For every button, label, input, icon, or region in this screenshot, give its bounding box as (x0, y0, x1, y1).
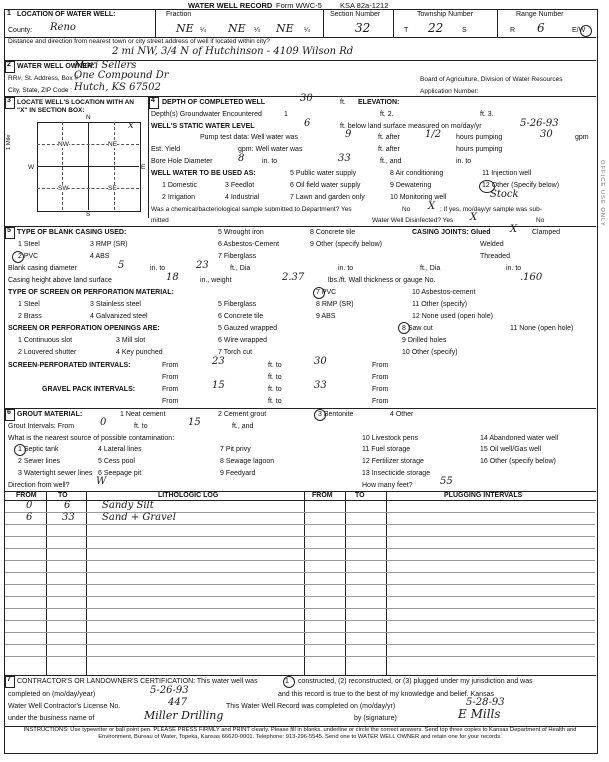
open-wire[interactable]: 6 Wire wrapped (218, 337, 268, 344)
casing-steel[interactable]: 1 Steel (18, 241, 40, 248)
diam-to: in. to (150, 265, 166, 272)
open-other[interactable]: 10 Other (specify) (402, 349, 458, 356)
joints-threaded[interactable]: Threaded (480, 253, 510, 260)
casing-height-value[interactable]: 18 (166, 272, 179, 283)
contam-privy[interactable]: 7 Pit privy (220, 446, 251, 453)
contam-cesspool[interactable]: 5 Cess pool (98, 458, 135, 465)
contam-septic-circle (14, 444, 26, 456)
west-label: W (28, 164, 35, 171)
gp-ftto-2: ft. to (268, 398, 282, 405)
grout-to-value[interactable]: 15 (188, 417, 201, 428)
gpm-unit: gpm (575, 134, 589, 141)
north-label: N (86, 114, 91, 121)
casing-other[interactable]: 9 Other (specify below) (310, 241, 382, 248)
open-louvered[interactable]: 2 Louvered shutter (18, 349, 77, 356)
township-value[interactable]: 22 (428, 21, 444, 35)
range-label: Range Number (516, 11, 564, 18)
casing-diam-ft[interactable]: 23 (196, 260, 209, 271)
spi-ftto: ft. to (268, 362, 282, 369)
grout-intervals-label: Grout Intervals: From (8, 423, 75, 430)
log-row-1-desc[interactable]: Sandy Silt (102, 500, 154, 511)
sw-label: SW (58, 185, 69, 192)
gw-3: ft. 3. (480, 111, 494, 118)
use-other-value[interactable]: Stock (490, 189, 519, 200)
openings-label: SCREEN OR PERFORATION OPENINGS ARE: (8, 325, 160, 332)
instructions-text: INSTRUCTIONS: Use typewriter or ball point pen. PLEASE PRESS FIRMLY and PRINT clearly. Please fill in blanks, underline or circle the correct answers. Send top three copies to Kansas Department of Health and Environment, Bureau of Water, Topeka, Kansas 66620-0001. Telephone: 913-296-5545. Send one to WATER WELL OWNER and retain one for your records. (23, 727, 577, 740)
quarter-mark: ¼ (304, 27, 310, 34)
chem-rest: ; If yes, mo/day/yr sample was sub- (440, 206, 542, 213)
section-5-number: 5 (7, 227, 11, 234)
gp-from-label-2: From (372, 386, 389, 393)
static-level-label: WELL'S STATIC WATER LEVEL (151, 123, 255, 130)
screen-concrete[interactable]: 6 Concrete tile (218, 313, 264, 320)
joints-label: CASING JOINTS: Glued (412, 229, 491, 236)
section-number-label: Section Number (330, 11, 381, 18)
casing-pvc-circle (12, 251, 24, 263)
screen-brass[interactable]: 2 Brass (18, 313, 42, 320)
office-use-sidebar: OFFICE USE ONLY (599, 160, 605, 227)
fraction-q2[interactable]: NE (228, 22, 246, 35)
joints-clamped[interactable]: Clamped (532, 229, 561, 236)
screen-pvc-circle (313, 287, 325, 299)
gp-to-value[interactable]: 33 (314, 380, 327, 391)
disinfected-label: Water Well Disinfected? Yes (372, 217, 454, 224)
use-feedlot[interactable]: 3 Feedlot (225, 182, 255, 189)
screen-intervals-label: SCREEN-PERFORATED INTERVALS: (8, 362, 131, 369)
license-label: Water Well Contractor's License No. (8, 703, 121, 710)
chem-no-mark[interactable]: X (428, 201, 436, 212)
screen-pvc[interactable]: 7 PVC (316, 289, 337, 296)
contam-septic[interactable]: 1 Septic tank (18, 446, 59, 453)
gp-from-label-3: From (162, 398, 179, 405)
disinfected-mark[interactable]: X (470, 212, 478, 223)
cert-line-1b: constructed, (2) reconstructed, or (3) plugged under my jurisdiction and was (298, 678, 533, 685)
open-none[interactable]: 11 None (open hole) (510, 325, 574, 332)
section-2-number: 2 (7, 61, 11, 68)
log-row-1-to[interactable]: 6 (64, 500, 71, 511)
screen-steel[interactable]: 1 Steel (18, 301, 40, 308)
owner-name[interactable]: Mori Sellers (74, 60, 137, 71)
form-frame (4, 9, 598, 754)
static-level-value[interactable]: 6 (304, 118, 311, 129)
west-circle-mark (580, 25, 592, 37)
completed-value[interactable]: 5-26-93 (150, 685, 189, 696)
casing-type-label: TYPE OF BLANK CASING USED: (17, 229, 127, 236)
signature-value[interactable]: E Mills (458, 707, 501, 721)
contam-sewer[interactable]: 2 Sewer lines (18, 458, 61, 465)
open-continuous[interactable]: 1 Continuous slot (18, 337, 73, 344)
form-number: Form WWC-5 (276, 1, 322, 10)
casing-asbestos[interactable]: 6 Asbestos-Cement (218, 241, 280, 248)
use-irrigation[interactable]: 2 Irrigation (162, 194, 196, 201)
section-7-number: 7 (7, 676, 11, 683)
grout-from-value[interactable]: 0 (100, 417, 107, 428)
joints-glued-mark[interactable]: X (510, 224, 518, 235)
plug-to-header: TO (355, 492, 365, 499)
screen-rmp[interactable]: 8 RMP (SR) (316, 301, 354, 308)
bore-label: Bore Hole Diameter (151, 158, 213, 165)
casing-diameter-label: Blank casing diameter (8, 265, 77, 272)
contam-feedyard[interactable]: 9 Feedyard (220, 470, 256, 477)
south-label: S (86, 211, 91, 218)
litho-header: LITHOLOGIC LOG (158, 492, 219, 499)
est-yield-desc: gpm: Well water was (238, 146, 303, 153)
contam-abandoned[interactable]: 14 Abandoned water well (480, 435, 559, 442)
screen-abs[interactable]: 9 ABS (316, 313, 336, 320)
gravel-pack-label: GRAVEL PACK INTERVALS: (42, 386, 136, 393)
weight-desc: lbs./ft. Wall thickness or gauge No. (328, 277, 436, 284)
gpm-value[interactable]: 30 (540, 129, 553, 140)
grout-label: GROUT MATERIAL: (17, 411, 83, 418)
gp-ftto: ft. to (268, 386, 282, 393)
ft-and: ft., and (380, 158, 402, 165)
range-r: R (510, 27, 516, 34)
business-value[interactable]: Miller Drilling (144, 709, 224, 722)
spi-from-value[interactable]: 23 (212, 356, 225, 367)
open-mill[interactable]: 3 Mill slot (116, 337, 146, 344)
est-yield-label: Est. Yield (151, 146, 181, 153)
fraction-q3[interactable]: NE (276, 22, 294, 35)
section-box[interactable] (37, 122, 141, 212)
diam-to-3: in. to (506, 265, 522, 272)
screen-asbestos[interactable]: 10 Asbestos-cement (412, 289, 476, 296)
open-key[interactable]: 4 Key punched (116, 349, 163, 356)
cert-line-1a: CONTRACTOR'S OR LANDOWNER'S CERTIFICATION: This water well was (17, 678, 258, 685)
gi-ftfrom: ft., and (232, 423, 254, 430)
use-air[interactable]: 8 Air conditioning (390, 170, 444, 177)
gp-from-label-4: From (372, 398, 389, 405)
application-label: Application Number: (420, 88, 479, 95)
use-lawn[interactable]: 7 Lawn and garden only (290, 194, 365, 201)
use-oilfield[interactable]: 6 Oil field water supply (290, 182, 361, 189)
completed-rest: and this record is true to the best of my knowledge and belief. Kansas (278, 691, 494, 698)
spi-to-value[interactable]: 30 (314, 356, 327, 367)
contam-other[interactable]: 16 Other (specify below) (480, 458, 556, 465)
grout-bentonite[interactable]: 3 Bentonite (318, 411, 354, 418)
city-label: City, State, ZIP Code : (8, 87, 73, 94)
spi-ftto-2: ft. to (268, 374, 282, 381)
signature-label: by (signature) (354, 715, 397, 722)
gw-2: ft. 2. (380, 111, 394, 118)
owner-label: WATER WELL OWNER: (17, 63, 95, 70)
mitted: mitted (151, 217, 169, 224)
est-hours: hours pumping (456, 146, 503, 153)
plugging-header: PLUGGING INTERVALS (444, 492, 523, 499)
location-label: LOCATION OF WATER WELL: (17, 11, 116, 18)
owner-address[interactable]: One Compound Dr (74, 70, 169, 81)
use-domestic[interactable]: 1 Domestic (162, 182, 198, 189)
spi-from-label-2: From (372, 362, 389, 369)
county-label: County: (8, 27, 33, 34)
open-drilled[interactable]: 9 Drilled holes (402, 337, 447, 344)
statute: KSA 82a-1212 (340, 1, 389, 10)
gp-from-value[interactable]: 15 (212, 380, 225, 391)
owner-city[interactable]: Hutch, KS 67502 (74, 82, 161, 93)
mile-label: 1 Mile (6, 134, 12, 150)
contam-fertilizer[interactable]: 12 Fertilizer storage (362, 458, 424, 465)
casing-abs[interactable]: 4 ABS (90, 253, 110, 260)
open-sawcut-circle (398, 322, 410, 334)
elevation-label: ELEVATION: (358, 99, 400, 106)
distance-label: Distance and direction from nearest town or city street address of well if located within city? (8, 38, 270, 45)
fraction-label: Fraction (166, 11, 192, 18)
pump-value[interactable]: 9 (345, 129, 352, 140)
business-label: under the business name of (8, 715, 95, 722)
east-label: E (141, 164, 146, 171)
log-row-2-from[interactable]: 6 (26, 512, 33, 523)
se-label: SE (108, 185, 117, 192)
ft-dia: ft., Dia (230, 265, 251, 272)
contam-livestock[interactable]: 10 Livestock pens (362, 435, 419, 442)
log-from-header: FROM (16, 492, 37, 499)
casing-diameter-value[interactable]: 5 (118, 260, 125, 271)
pump-test-label: Pump test data: Well water was (200, 134, 298, 141)
form-title: WATER WELL RECORD (188, 1, 273, 10)
open-torch[interactable]: 7 Torch cut (218, 349, 253, 356)
well-location-mark[interactable]: x (128, 120, 134, 131)
after-label: ft. after (378, 134, 400, 141)
spi-from-label-4: From (372, 374, 389, 381)
in-to-2: in. to (456, 158, 472, 165)
contam-insecticide[interactable]: 13 Insecticide storage (362, 470, 431, 477)
screen-fiberglass[interactable]: 5 Fiberglass (218, 301, 257, 308)
casing-weight-value[interactable]: 2.37 (282, 272, 305, 283)
grout-neat[interactable]: 1 Neat cement (120, 411, 166, 418)
county-value[interactable]: Reno (50, 22, 76, 33)
completed-label: completed on (mo/day/year) (8, 691, 96, 698)
screen-stainless[interactable]: 3 Stainless steel (90, 301, 141, 308)
screen-none[interactable]: 12 None used (open hole) (412, 313, 493, 320)
use-industrial[interactable]: 4 Industrial (225, 194, 260, 201)
grout-cement[interactable]: 2 Cement grout (218, 411, 267, 418)
quarter-mark: ¼ (254, 27, 260, 34)
plug-from-header: FROM (312, 492, 333, 499)
depth-label: DEPTH OF COMPLETED WELL (162, 99, 266, 106)
board-label: Board of Agriculture, Division of Water Resources (420, 76, 563, 83)
contam-seepage[interactable]: 6 Seepage pit (98, 470, 142, 477)
section-4-number: 4 (151, 97, 155, 104)
use-injection[interactable]: 11 Injection well (482, 170, 532, 177)
hours-label: hours pumping (456, 134, 503, 141)
gauge-value[interactable]: .160 (520, 272, 543, 283)
diam-to-2: in. to (338, 265, 354, 272)
contam-fuel[interactable]: 11 Fuel storage (362, 446, 411, 453)
log-row-1-from[interactable]: 0 (26, 500, 33, 511)
height-in: in., weight (200, 277, 232, 284)
screen-other[interactable]: 11 Other (specify) (412, 301, 468, 308)
nw-label: NW (58, 141, 69, 148)
after-value[interactable]: 1/2 (425, 129, 442, 140)
contam-watertight[interactable]: 3 Watertight sewer lines (18, 470, 93, 477)
use-other[interactable]: 12 Other (Specify below) (482, 182, 560, 189)
spi-from-label: From (162, 362, 179, 369)
log-row-2-desc[interactable]: Sand + Gravel (102, 512, 176, 523)
locate-label: LOCATE WELL'S LOCATION WITH AN "X" IN SECTION BOX: (17, 99, 134, 114)
casing-height-label: Casing height above land surface (8, 277, 112, 284)
use-label: WELL WATER TO BE USED AS: (151, 170, 256, 177)
range-ew: E/W (572, 27, 586, 34)
gi-ftto: ft. to (134, 423, 148, 430)
use-public[interactable]: 5 Public water supply (290, 170, 357, 177)
est-after: ft. after (378, 146, 400, 153)
section-number-value[interactable]: 32 (355, 21, 371, 35)
feet-label: How many feet? (362, 482, 413, 489)
casing-pvc[interactable]: 2 PVC (18, 253, 39, 260)
log-row-2-to[interactable]: 33 (62, 512, 75, 523)
contam-oilgas[interactable]: 15 Oil well/Gas well (480, 446, 542, 453)
ne-label: NE (108, 141, 118, 148)
contamination-label: What is the nearest source of possible contamination: (8, 435, 175, 442)
casing-rmp[interactable]: 3 RMP (SR) (90, 241, 128, 248)
in-to: in. to (262, 158, 278, 165)
direction-label: Direction from well? (8, 482, 70, 489)
screen-type-label: TYPE OF SCREEN OR PERFORATION MATERIAL: (8, 289, 174, 296)
static-level-date[interactable]: 5-26-93 (520, 118, 559, 129)
depth-value[interactable]: 30 (300, 93, 313, 104)
ft-unit: ft. (340, 99, 346, 106)
chem-label: Was a chemical/bacteriological sample submitted to Department? Yes (151, 206, 352, 213)
section-1-number: 1 (7, 10, 11, 17)
section-6-number: 6 (7, 409, 11, 416)
section-3-number: 3 (7, 97, 11, 104)
record-label: This Water Well Record was completed on (mo/day/yr) (226, 703, 396, 710)
casing-concrete[interactable]: 8 Concrete tile (310, 229, 356, 236)
gw-1: 1 (284, 111, 288, 118)
disinfected-no: No (536, 217, 545, 224)
screen-galvanized[interactable]: 4 Galvanized steel (90, 313, 148, 320)
record-date[interactable]: 5-28-93 (466, 697, 505, 708)
cert-option-1: 1 (285, 678, 289, 685)
grout-other[interactable]: 4 Other (390, 411, 414, 418)
use-monitoring[interactable]: 10 Monitoring well (390, 194, 447, 201)
bore-in-value[interactable]: 8 (238, 153, 245, 164)
license-value[interactable]: 447 (168, 697, 188, 708)
feet-value[interactable]: 55 (440, 476, 453, 487)
static-level-desc: ft. below land surface measured on mo/day/yr (340, 123, 482, 130)
chem-no: No (402, 206, 411, 213)
casing-wrought[interactable]: 5 Wrought iron (218, 229, 264, 236)
ft-dia-2: ft., Dia (420, 265, 441, 272)
open-gauzed[interactable]: 5 Gauzed wrapped (218, 325, 278, 332)
spi-from-label-3: From (162, 374, 179, 381)
joints-welded[interactable]: Welded (480, 241, 504, 248)
township-t: T (404, 27, 409, 34)
township-s: S (462, 27, 467, 34)
open-sawcut[interactable]: 8 Saw cut (402, 325, 433, 332)
use-dewatering[interactable]: 9 Dewatering (390, 182, 432, 189)
contam-lagoon[interactable]: 8 Sewage lagoon (220, 458, 275, 465)
contam-lateral[interactable]: 4 Lateral lines (98, 446, 142, 453)
distance-value[interactable]: 2 mi NW, 3/4 N of Hutchinson - 4109 Wilson Rd (112, 46, 354, 57)
address-label: RR#, St. Address, Box # : (8, 75, 82, 82)
direction-value[interactable]: W (96, 476, 107, 487)
gp-from-label: From (162, 386, 179, 393)
grout-bentonite-circle (314, 409, 326, 421)
township-label: Township Number (417, 11, 474, 18)
bore-ft-value[interactable]: 33 (338, 153, 351, 164)
quarter-mark: ¼ (200, 27, 206, 34)
fraction-q1[interactable]: NE (176, 22, 194, 35)
groundwater-label: Depth(s) Groundwater Encountered (151, 111, 262, 118)
log-to-header: TO (58, 492, 68, 499)
casing-fiberglass[interactable]: 7 Fiberglass (218, 253, 257, 260)
range-value[interactable]: 6 (537, 21, 545, 35)
